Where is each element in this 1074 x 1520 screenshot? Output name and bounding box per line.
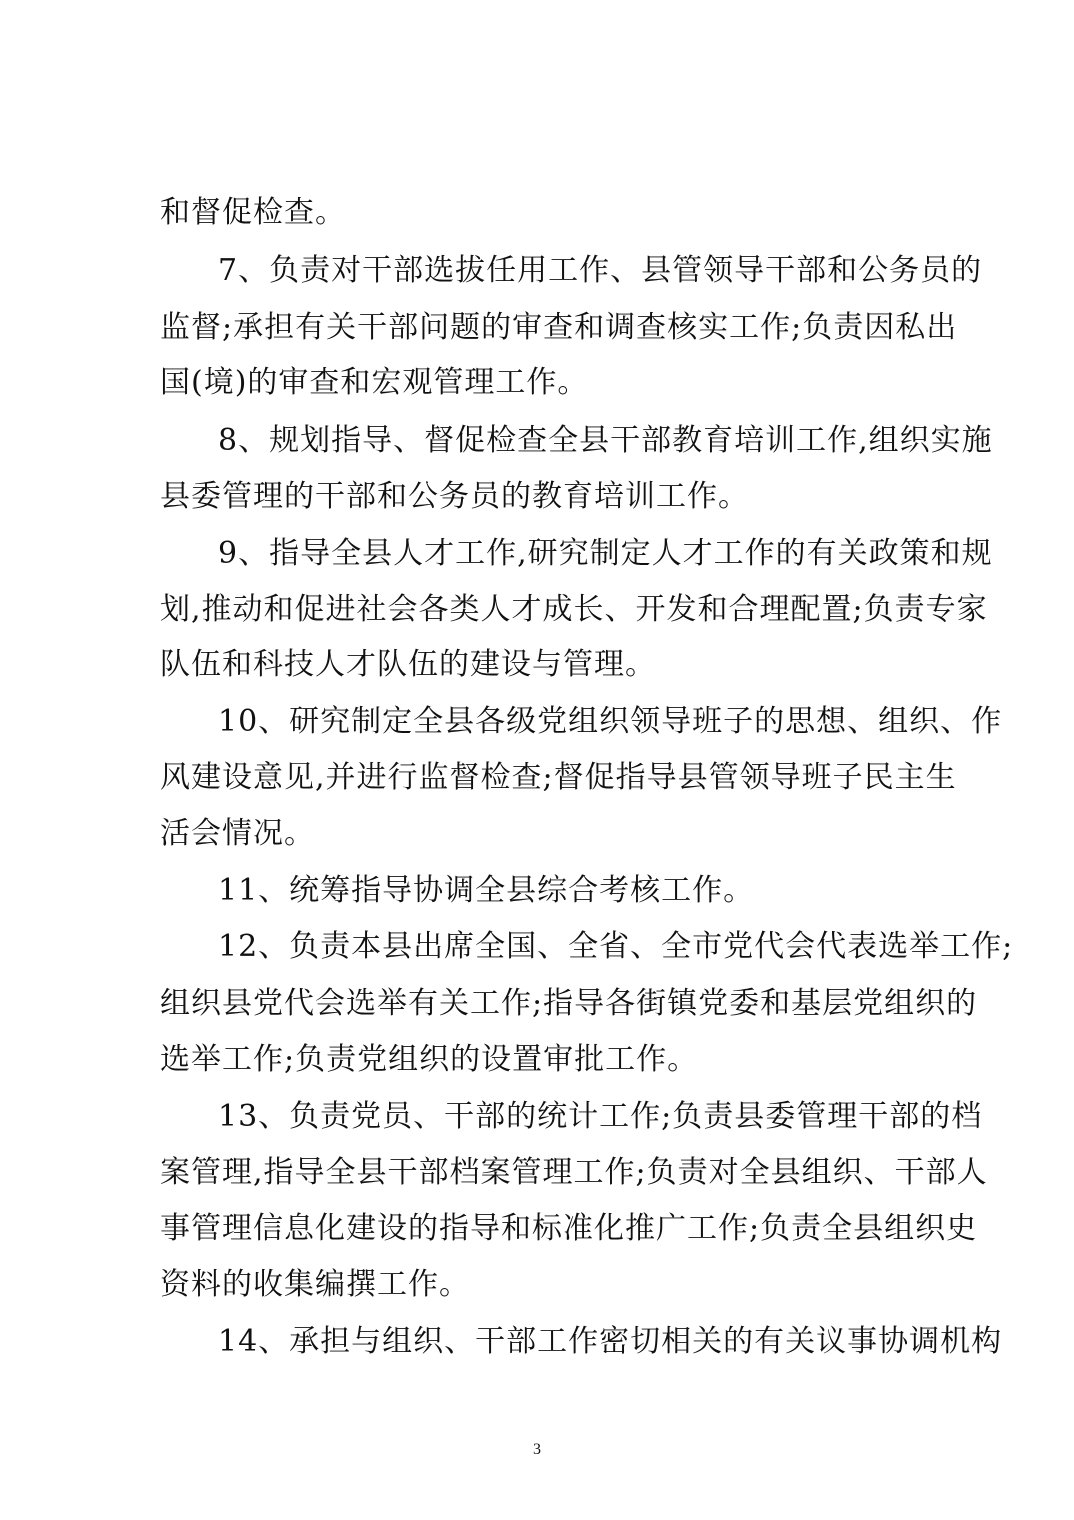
text-line: 13、负责党员、干部的统计工作;负责县委管理干部的档	[218, 1099, 983, 1134]
text-line: 队伍和科技人才队伍的建设与管理。	[160, 647, 656, 682]
text-line: 9、指导全县人才工作,研究制定人才工作的有关政策和规	[218, 536, 993, 571]
text-line: 12、负责本县出席全国、全省、全市党代会代表选举工作;	[218, 929, 1014, 964]
text-line: 选举工作;负责党组织的设置审批工作。	[160, 1042, 699, 1077]
text-line: 划,推动和促进社会各类人才成长、开发和合理配置;负责专家	[160, 592, 988, 627]
text-line: 8、规划指导、督促检查全县干部教育培训工作,组织实施	[218, 423, 993, 458]
text-line: 活会情况。	[160, 816, 315, 851]
text-line: 10、研究制定全县各级党组织领导班子的思想、组织、作	[218, 704, 1003, 739]
text-line: 监督;承担有关干部问题的审查和调查核实工作;负责因私出	[160, 310, 958, 345]
text-line: 县委管理的干部和公务员的教育培训工作。	[160, 479, 749, 514]
text-line: 资料的收集编撰工作。	[160, 1267, 470, 1302]
text-line: 14、承担与组织、干部工作密切相关的有关议事协调机构	[218, 1324, 1003, 1359]
text-line: 11、统筹指导协调全县综合考核工作。	[218, 873, 755, 908]
text-line: 事管理信息化建设的指导和标准化推广工作;负责全县组织史	[160, 1211, 978, 1246]
text-line: 和督促检查。	[160, 195, 346, 230]
text-line: 案管理,指导全县干部档案管理工作;负责对全县组织、干部人	[160, 1155, 988, 1190]
page-number: 3	[533, 1441, 541, 1458]
text-line: 组织县党代会选举有关工作;指导各街镇党委和基层党组织的	[160, 986, 978, 1021]
text-line: 风建设意见,并进行监督检查;督促指导县管领导班子民主生	[160, 760, 957, 795]
text-line: 国(境)的审查和宏观管理工作。	[160, 365, 589, 400]
text-line: 7、负责对干部选拔任用工作、县管领导干部和公务员的	[218, 253, 983, 288]
